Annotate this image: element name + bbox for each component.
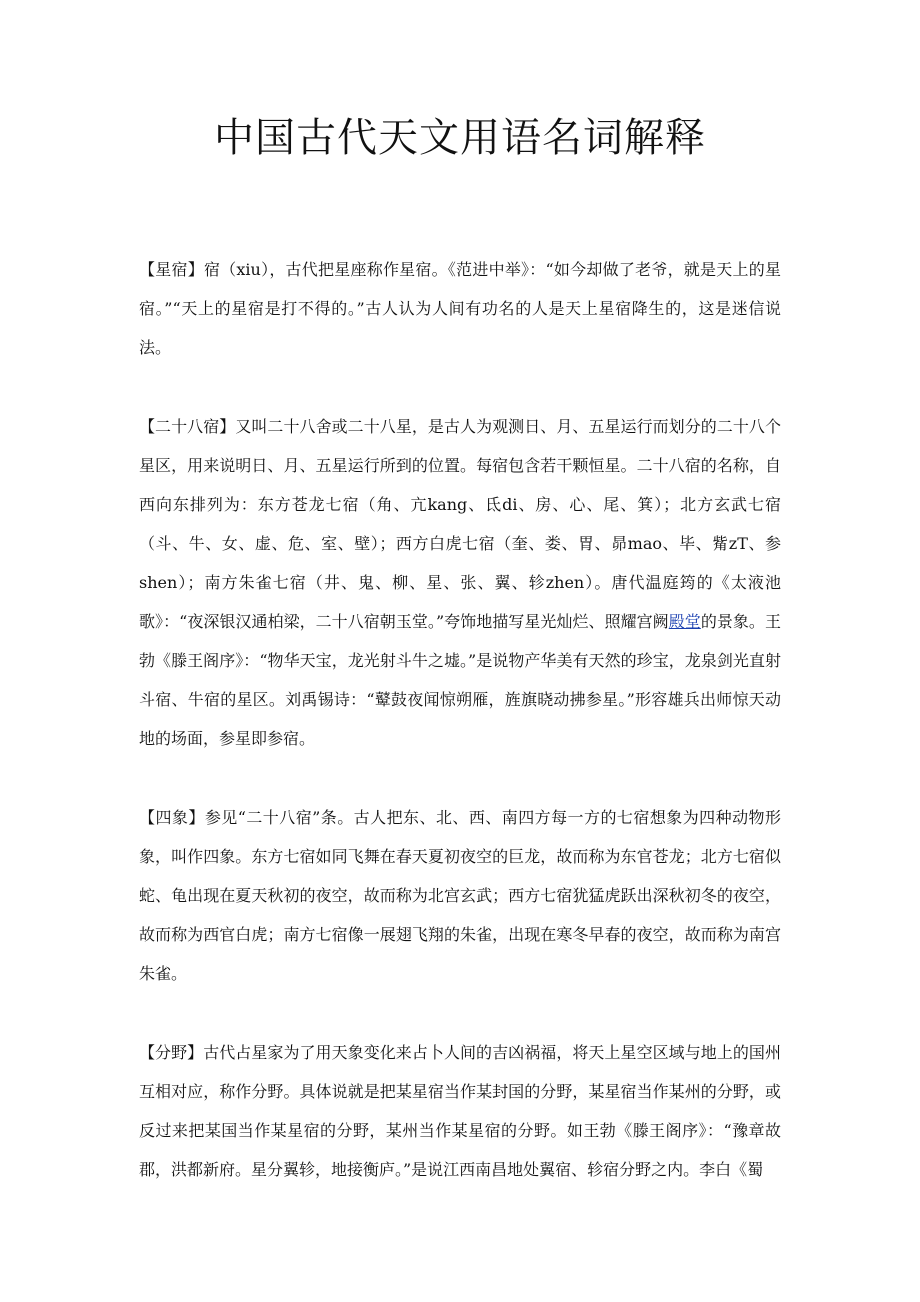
entry-text: 又叫二十八舍或二十八星，是古人为观测日、月、五星运行而划分的二十八个星区，用来说明日、月、五星运行所到的位置。每宿包含若干颗恒星。二十八宿的名称，自西向东排列为：东方苍龙七宿（角、亢kang、氐di、房、心、尾、箕）；北方玄武七宿（斗、牛、女、虚、危、室、壁）；西方白虎七宿（奎、娄、胃、昴mao、毕、觜zT、参shen）；南方朱雀七宿（井、鬼、柳、星、张、翼、轸zhen）。唐代温庭筠的《太液池歌》：“夜深银汉通柏梁，二十八宿朝玉堂。”夸饰地描写星光灿烂、照耀宫阙 [139, 417, 781, 631]
entry-text: 宿（xiu），古代把星座称作星宿。《范进中举》：“如今却做了老爷，就是天上的星宿。”“天上的星宿是打不得的。”古人认为人间有功名的人是天上星宿降生的，这是迷信说法。 [139, 260, 781, 357]
diantang-link[interactable]: 殿堂 [668, 612, 701, 631]
entry-term: 【四象】 [139, 808, 205, 827]
entry-term: 【二十八宿】 [139, 417, 236, 436]
entry-xingxiu [139, 250, 781, 367]
entry-fenye [139, 1033, 781, 1189]
entry-ershibaxiu [139, 407, 781, 758]
page-title: 中国古代天文用语名词解释 [214, 115, 706, 161]
entry-text-continued: 的景象。王勃《滕王阁序》：“物华天宝，龙光射斗牛之墟。”是说物产华美有天然的珍宝，龙泉剑光直射斗宿、牛宿的星区。刘禹锡诗：“鼙鼓夜闻惊朔雁，旌旗晓动拂参星。”形容雄兵出师惊天动地的场面，参星即参宿。 [139, 612, 781, 748]
entry-term: 【星宿】 [139, 260, 204, 279]
entry-text: 古代占星家为了用天象变化来占卜人间的吉凶祸福，将天上星空区域与地上的国州互相对应，称作分野。具体说就是把某星宿当作某封国的分野，某星宿当作某州的分野，或反过来把某国当作某星宿的分野，某州当作某星宿的分野。如王勃《滕王阁序》：“豫章故郡，洪都新府。星分翼轸，地接衡庐。”是说江西南昌地处翼宿、轸宿分野之内。李白《蜀 [139, 1043, 781, 1179]
entry-term: 【分野】 [139, 1043, 204, 1062]
document-body [139, 250, 781, 1229]
entry-text: 参见“二十八宿”条。古人把东、北、西、南四方每一方的七宿想象为四种动物形象，叫作四象。东方七宿如同飞舞在春天夏初夜空的巨龙，故而称为东官苍龙；北方七宿似蛇、龟出现在夏天秋初的夜空，故而称为北宫玄武；西方七宿犹猛虎跃出深秋初冬的夜空，故而称为西官白虎；南方七宿像一展翅飞翔的朱雀，出现在寒冬早春的夜空，故而称为南宫朱雀。 [139, 808, 781, 983]
entry-sixiang [139, 798, 781, 993]
